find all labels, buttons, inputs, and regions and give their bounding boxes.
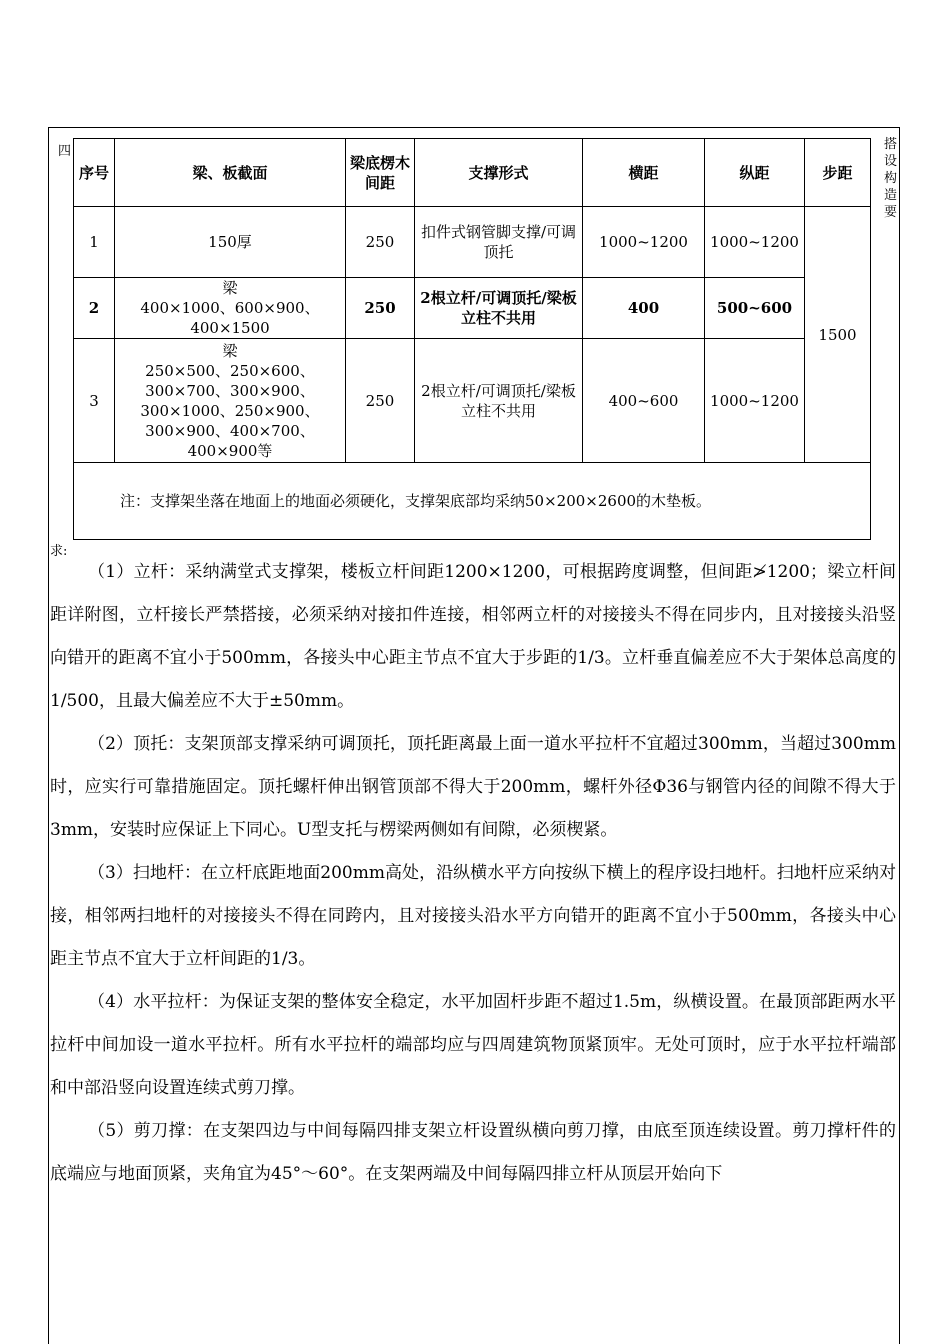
requirements-text: [50, 551, 896, 1196]
cell-section: 梁 250×500、250×600、300×700、300×900、300×1000、250×900、300×900、400×700、400×900等: [115, 339, 346, 463]
cell-h: 400~600: [583, 339, 705, 463]
cell-v: 1000~1200: [705, 339, 805, 463]
cell-v: 1000~1200: [705, 207, 805, 278]
paragraph-sweep-rod: （3）扫地杆：在立杆底距地面200mm高处，沿纵横水平方向按纵下横上的程序设扫地杆。扫地杆应采纳对接，相邻两扫地杆的对接接头不得在同跨内，且对接接头沿水平方向错开的距离不宜小于500mm，各接头中心距主节点不宜大于立杆间距的1/3。: [50, 863, 896, 969]
cell-section: 150厚: [115, 207, 346, 278]
side-label-left: 四: [58, 144, 72, 159]
support-spec-table: [73, 138, 871, 540]
cell-no: 2: [74, 278, 115, 339]
header-step: 步距: [805, 139, 871, 207]
table-note: 注：支撑架坐落在地面上的地面必须硬化，支撑架底部均采纳50×200×2600的木垫板。: [74, 463, 871, 540]
header-spacing: 梁底楞木间距: [346, 139, 415, 207]
cell-h: 1000~1200: [583, 207, 705, 278]
cell-spacing: 250: [346, 339, 415, 463]
cell-support: 2根立杆/可调顶托/梁板立柱不共用: [415, 278, 583, 339]
header-section: 梁、板截面: [115, 139, 346, 207]
header-support: 支撑形式: [415, 139, 583, 207]
table-row: [74, 339, 871, 463]
cell-support: 扣件式钢管脚支撑/可调顶托: [415, 207, 583, 278]
paragraph-upright: （1）立杆：采纳满堂式支撑架，楼板立杆间距1200×1200，可根据跨度调整，但间距≯1200；梁立杆间距详附图，立杆接长严禁搭接，必须采纳对接扣件连接，相邻两立杆的对接接头不得在同步内，且对接接头沿竖向错开的距离不宜小于500mm，各接头中心距主节点不宜大于步距的1/3。立杆垂直偏差应不大于架体总高度的1/500，且最大偏差应不大于±50mm。: [50, 562, 896, 711]
cell-spacing: 250: [346, 278, 415, 339]
table-row: [74, 278, 871, 339]
paragraph-jack: （2）顶托：支架顶部支撑采纳可调顶托，顶托距离最上面一道水平拉杆不宜超过300mm，当超过300mm时，应实行可靠措施固定。顶托螺杆伸出钢管顶部不得大于200mm，螺杆外径Φ36与钢管内径的间隙不得大于3mm，安装时应保证上下同心。U型支托与楞梁两侧如有间隙，必须楔紧。: [50, 734, 896, 840]
cell-v: 500~600: [705, 278, 805, 339]
cell-no: 1: [74, 207, 115, 278]
table-row: [74, 207, 871, 278]
header-no: 序号: [74, 139, 115, 207]
table-note-row: [74, 463, 871, 540]
paragraph-bracing: （5）剪刀撑：在支架四边与中间每隔四排支架立杆设置纵横向剪刀撑，由底至顶连续设置。剪刀撑杆件的底端应与地面顶紧，夹角宜为45°～60°。在支架两端及中间每隔四排立杆从顶层开始向下: [50, 1121, 896, 1184]
cell-h: 400: [583, 278, 705, 339]
header-v-distance: 纵距: [705, 139, 805, 207]
cell-support: 2根立杆/可调顶托/梁板立柱不共用: [415, 339, 583, 463]
table-header-row: [74, 139, 871, 207]
side-label-left-bottom: 求:: [50, 544, 68, 559]
cell-section: 梁 400×1000、600×900、400×1500: [115, 278, 346, 339]
cell-spacing: 250: [346, 207, 415, 278]
side-label-right: 搭设构造要: [884, 137, 898, 220]
cell-step: 1500: [805, 207, 871, 463]
header-h-distance: 横距: [583, 139, 705, 207]
cell-no: 3: [74, 339, 115, 463]
paragraph-horizontal-rod: （4）水平拉杆：为保证支架的整体安全稳定，水平加固杆步距不超过1.5m，纵横设置。在最顶部距两水平拉杆中间加设一道水平拉杆。所有水平拉杆的端部均应与四周建筑物顶紧顶牢。无处可顶时，应于水平拉杆端部和中部沿竖向设置连续式剪刀撑。: [50, 992, 896, 1098]
